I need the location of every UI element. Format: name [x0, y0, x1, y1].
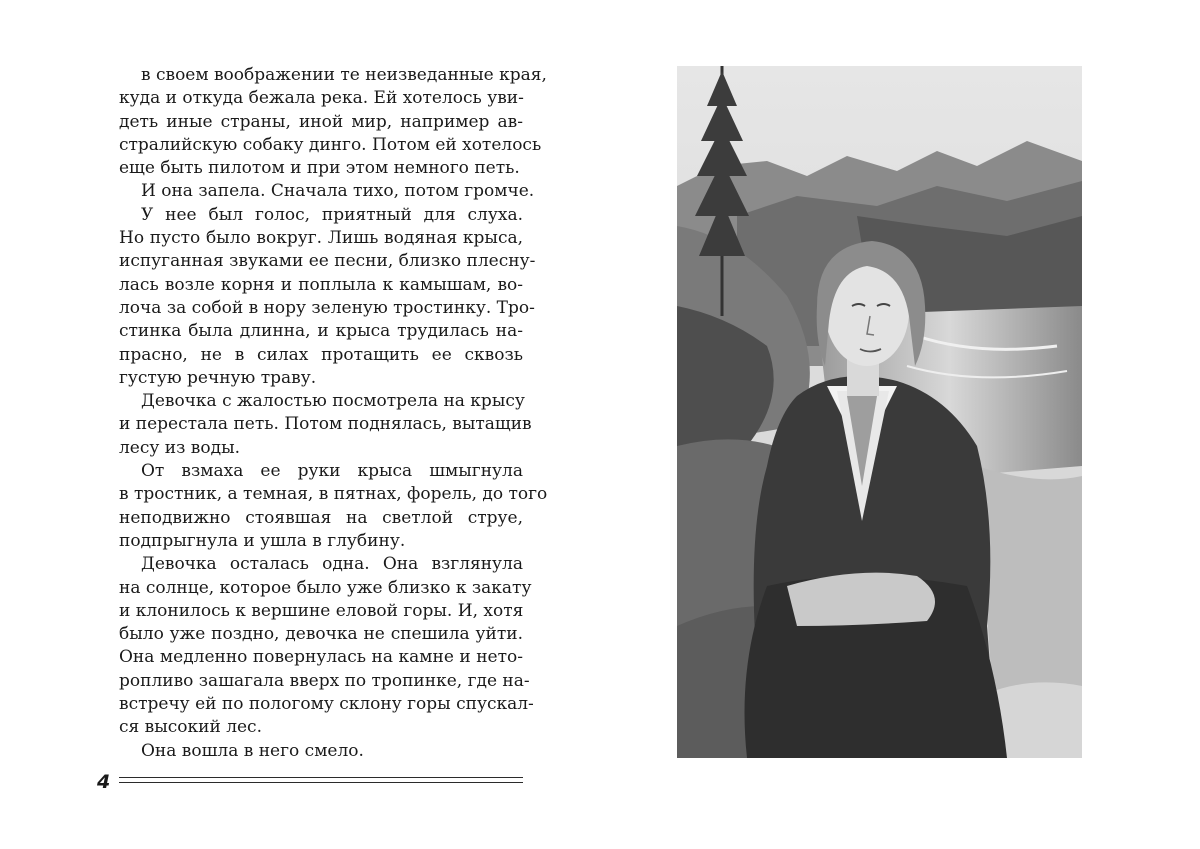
text-line: деть иные страны, иной мир, например ав-	[119, 111, 523, 132]
text-line: ропливо зашагала вверх по тропинке, где на-	[119, 670, 530, 691]
text-line: От взмаха ее руки крыса шмыгнула	[141, 461, 523, 482]
text-line: еще быть пилотом и при этом немного петь.	[119, 158, 520, 179]
text-line: У нее был голос, приятный для слуха.	[141, 204, 523, 225]
text-line: Девочка осталась одна. Она взглянула	[141, 554, 523, 575]
text-line: Но пусто было вокруг. Лишь водяная крыса,	[119, 228, 523, 249]
text-line: И она запела. Сначала тихо, потом громче.	[141, 181, 535, 202]
text-line: испуганная звуками ее песни, близко плесну-	[119, 251, 536, 272]
page-number: 4	[97, 771, 111, 793]
paragraph	[119, 740, 523, 763]
text-line: на солнце, которое было уже близко к закату	[119, 577, 532, 598]
body-text	[119, 64, 548, 763]
text-line: стинка была длинна, и крыса трудилась на-	[119, 321, 523, 342]
paragraph	[119, 553, 534, 739]
text-line: Она вошла в него смело.	[141, 740, 364, 761]
illustration-girl-by-river	[677, 66, 1082, 758]
text-line: и клонилось к вершине еловой горы. И, хотя	[119, 600, 524, 621]
text-line: подпрыгнула и ушла в глубину.	[119, 530, 406, 551]
footer-rule-bottom	[119, 782, 523, 783]
page-footer	[97, 770, 523, 794]
text-line: прасно, не в силах протащить ее сквозь	[119, 344, 523, 365]
text-line: и перестала петь. Потом поднялась, вытащив	[119, 414, 532, 435]
paragraph	[119, 204, 536, 390]
text-line: лесу из воды.	[119, 437, 241, 458]
text-line: лась возле корня и поплыла к камышам, во-	[119, 274, 523, 295]
paragraph	[119, 460, 548, 553]
paragraph	[119, 180, 535, 203]
text-line: в своем воображении те неизведанные края,	[141, 65, 547, 85]
text-line: ся высокий лес.	[119, 717, 262, 738]
text-line: стралийскую собаку динго. Потом ей хотелось	[119, 134, 542, 155]
text-line: густую речную траву.	[119, 367, 317, 388]
text-line: было уже поздно, девочка не спешила уйти.	[119, 624, 523, 645]
text-line: Девочка с жалостью посмотрела на крысу	[141, 391, 525, 412]
paragraph	[119, 390, 532, 460]
footer-rule-top	[119, 777, 523, 778]
text-line: лоча за собой в нору зеленую тростинку. Тро-	[119, 297, 535, 318]
paragraph	[119, 64, 547, 180]
text-line: неподвижно стоявшая на светлой струе,	[119, 507, 523, 528]
text-line: Она медленно повернулась на камне и нето-	[119, 647, 523, 668]
text-line: в тростник, а темная, в пятнах, форель, до того	[119, 484, 548, 505]
text-line: куда и откуда бежала река. Ей хотелось уви-	[119, 88, 524, 109]
text-line: встречу ей по пологому склону горы спускал-	[119, 694, 534, 715]
